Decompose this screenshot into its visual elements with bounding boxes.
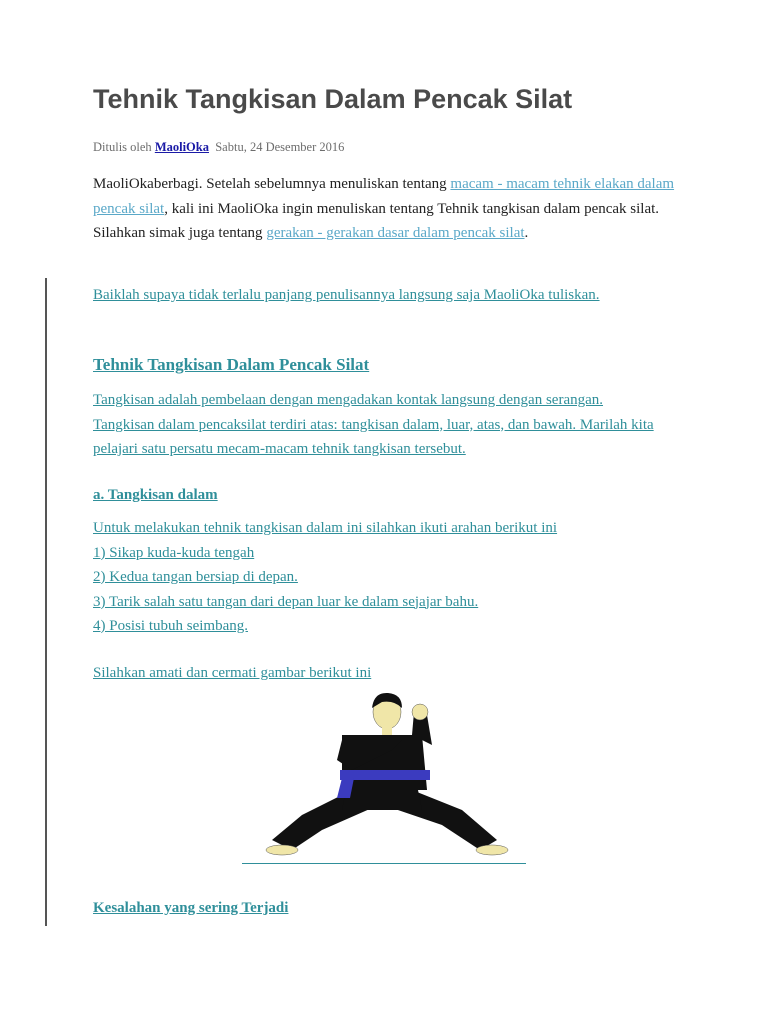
elakan-link[interactable]: macam - macam tehnik elakan dalam pencak silat	[93, 176, 675, 217]
lead-text[interactable]: Baiklah supaya tidak terlalu panjang penulisannya langsung saja MaoliOka tuliskan.	[93, 287, 600, 303]
steps-intro[interactable]: Untuk melakukan tehnik tangkisan dalam ini silahkan ikuti arahan berikut ini	[93, 520, 558, 536]
margin-bar	[45, 278, 47, 926]
intro-text-4: .	[524, 225, 529, 241]
intro-text-1: MaoliOkaberbagi. Setelah sebelumnya menuliskan tentang	[93, 176, 451, 192]
byline-prefix: Ditulis oleh	[93, 140, 152, 154]
intro-text-2: , kali ini MaoliOka ingin menuliskan tentang Tehnik tangkisan dalam pencak silat.	[164, 200, 660, 217]
step-item[interactable]: 3) Tarik salah satu tangan dari depan luar ke dalam sejajar bahu.	[93, 593, 479, 610]
step-item[interactable]: 1) Sikap kuda-kuda tengah	[93, 544, 255, 561]
step-item[interactable]: 2) Kedua tangan bersiap di depan.	[93, 569, 298, 585]
article-title: Tehnik Tangkisan Dalam Pencak Silat	[93, 84, 573, 114]
steps-list[interactable]	[93, 516, 557, 639]
fighter-illustration-icon	[242, 690, 526, 858]
section-heading[interactable]: Tehnik Tangkisan Dalam Pencak Silat	[93, 355, 370, 374]
post-date: Sabtu, 24 Desember 2016	[215, 140, 345, 154]
lead-paragraph[interactable]	[93, 283, 600, 308]
figure-underline	[242, 863, 526, 864]
pencak-silat-figure	[242, 690, 526, 858]
figure-caption[interactable]	[93, 661, 371, 686]
section-paragraph[interactable]	[93, 388, 654, 462]
gerakan-dasar-link[interactable]: gerakan - gerakan dasar dalam pencak silat	[266, 225, 525, 241]
intro-text-3: Silahkan simak juga tentang	[93, 225, 267, 241]
subheading-tangkisan-dalam[interactable]: a. Tangkisan dalam	[93, 487, 218, 503]
step-item[interactable]: 4) Posisi tubuh seimbang.	[93, 618, 249, 634]
section-line[interactable]: Tangkisan dalam pencaksilat terdiri atas: tangkisan dalam, luar, atas, dan bawah. Marilah kita	[93, 416, 654, 433]
next-section-heading[interactable]: Kesalahan yang sering Terjadi	[93, 900, 289, 916]
intro-paragraph	[93, 172, 693, 246]
figure-caption-text[interactable]: Silahkan amati dan cermati gambar berikut ini	[93, 665, 372, 681]
author-link[interactable]: MaoliOka	[154, 140, 209, 154]
section-line[interactable]: pelajari satu persatu mecam-macam tehnik tangkisan tersebut.	[93, 441, 466, 457]
byline	[93, 140, 344, 155]
section-line[interactable]: Tangkisan adalah pembelaan dengan mengadakan kontak langsung dengan serangan.	[93, 392, 604, 408]
